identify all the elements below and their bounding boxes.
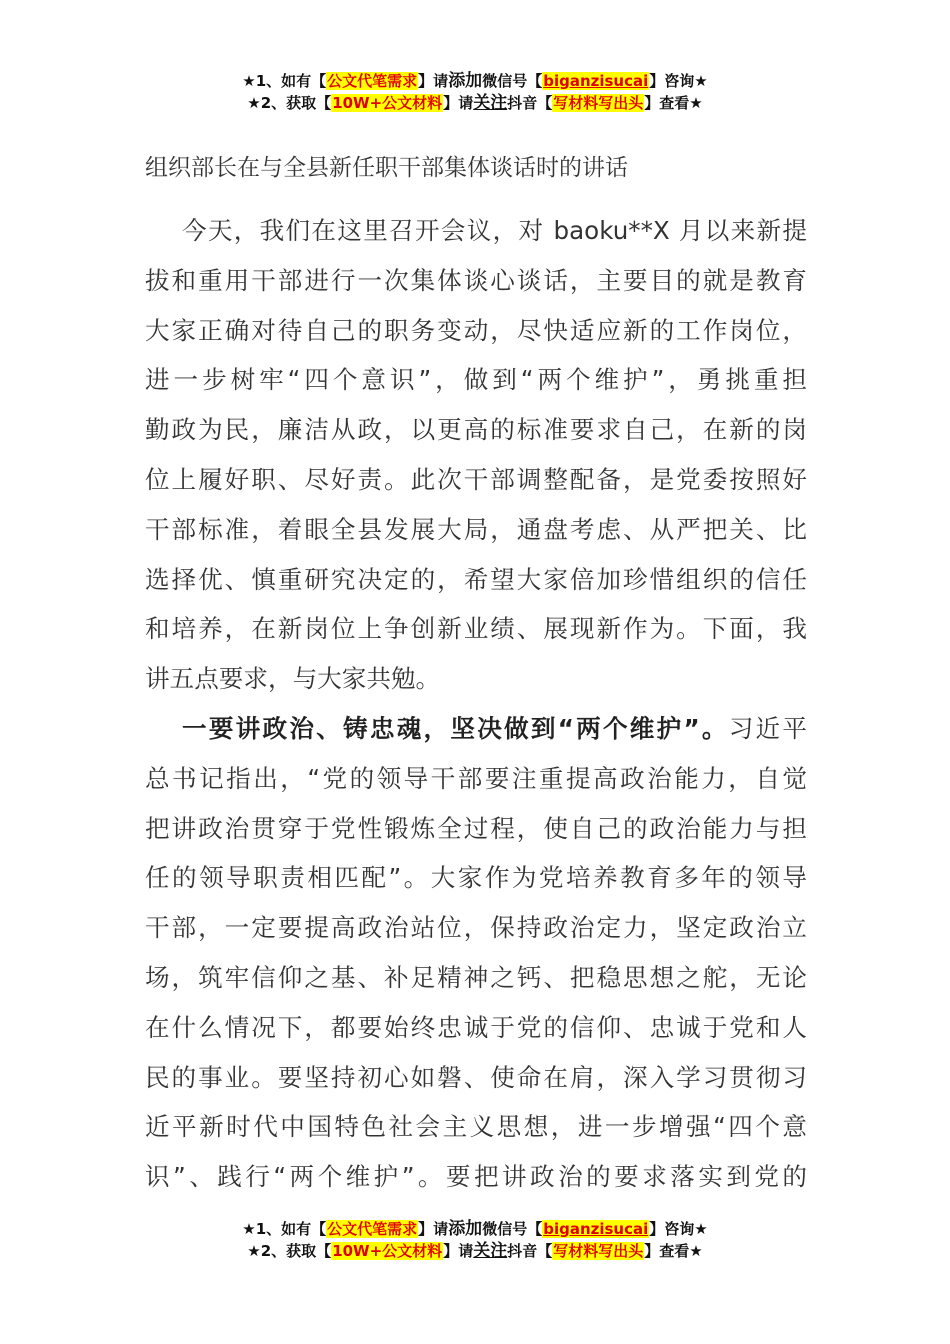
paragraph-line: 选择优、慎重研究决定的，希望大家倍加珍惜组织的信任 [145, 564, 807, 594]
paragraph-line: 进一步树牢“四个意识”，做到“两个维护”，勇挑重担 [145, 365, 807, 395]
promo-highlight-materials: 10W+公文材料 [332, 94, 443, 112]
paragraph-line: 在什么情况下，都要始终忠诚于党的信仰、忠诚于党和人 [145, 1012, 807, 1042]
promo-line-2 [0, 92, 950, 114]
promo-text: 】请 [443, 94, 474, 112]
paragraph-line: 和培养，在新岗位上争创新业绩、展现新作为。下面，我 [145, 614, 807, 644]
promo-text: 】请 [418, 72, 449, 90]
document-body [145, 206, 807, 1202]
paragraph-line: 大家正确对待自己的职务变动，尽快适应新的工作岗位， [145, 315, 807, 345]
section-heading-line [145, 704, 807, 754]
promo-douyin-account[interactable]: 写材料写出头 [553, 94, 644, 112]
promo-text: 】咨询★ [649, 72, 708, 90]
promo-text: 微信号【 [482, 72, 543, 90]
bottom-promo-banner [0, 1218, 950, 1262]
paragraph-line: 干部，一定要提高政治站位，保持政治定力，坚定政治立 [145, 913, 807, 943]
section-heading-bold: 一要讲政治、铸忠魂，坚决做到“两个维护”。 [182, 713, 729, 743]
paragraph-line: 讲五点要求，与大家共勉。 [145, 664, 441, 694]
promo-text: 微信号【 [482, 1220, 543, 1238]
document-title: 组织部长在与全县新任职干部集体谈话时的讲话 [145, 155, 628, 181]
promo-text: 抖音【 [507, 94, 553, 112]
promo-text: ★2、获取【 [247, 94, 332, 112]
promo-highlight-service: 公文代笔需求 [327, 1220, 418, 1238]
paragraph-line: 场，筑牢信仰之基、补足精神之钙、把稳思想之舵，无论 [145, 962, 807, 992]
top-promo-banner [0, 70, 950, 114]
promo-line-1 [0, 1218, 950, 1240]
promo-text: ★1、如有【 [242, 72, 327, 90]
paragraph-text: 习近平 [728, 713, 807, 743]
paragraph-line: 拔和重用干部进行一次集体谈心谈话，主要目的就是教育 [145, 265, 807, 295]
paragraph-line: 识”、践行“两个维护”。要把讲政治的要求落实到党的 [145, 1162, 807, 1192]
promo-text: ★2、获取【 [247, 1242, 332, 1260]
paragraph-line: 位上履好职、尽好责。此次干部调整配备，是党委按照好 [145, 464, 807, 494]
paragraph-line: 民的事业。要坚持初心如磐、使命在肩，深入学习贯彻习 [145, 1062, 807, 1092]
paragraph-line: 把讲政治贯穿于党性锻炼全过程，使自己的政治能力与担 [145, 813, 807, 843]
promo-emphasis: 关注 [473, 1241, 508, 1261]
promo-text: 】请 [418, 1220, 449, 1238]
promo-text: 】咨询★ [649, 1220, 708, 1238]
promo-douyin-account[interactable]: 写材料写出头 [553, 1242, 644, 1260]
paragraph-line: 任的领导职责相匹配”。大家作为党培养教育多年的领导 [145, 863, 807, 893]
promo-text: 】查看★ [644, 94, 703, 112]
promo-text: 】查看★ [644, 1242, 703, 1260]
promo-line-2 [0, 1240, 950, 1262]
paragraph-line: 勤政为民，廉洁从政，以更高的标准要求自己，在新的岗 [145, 415, 807, 445]
paragraph-line: 干部标准，着眼全县发展大局，通盘考虑、从严把关、比 [145, 514, 807, 544]
paragraph-line: 总书记指出，“党的领导干部要注重提高政治能力，自觉 [145, 763, 807, 793]
promo-emphasis: 关注 [473, 93, 508, 113]
promo-text: 抖音【 [507, 1242, 553, 1260]
paragraph-line: 近平新时代中国特色社会主义思想，进一步增强“四个意 [145, 1112, 807, 1142]
promo-wechat-id[interactable]: biganzisucai [543, 72, 649, 90]
promo-text: 】请 [443, 1242, 474, 1260]
promo-wechat-id[interactable]: biganzisucai [543, 1220, 649, 1238]
promo-text: ★1、如有【 [242, 1220, 327, 1238]
paragraph-line: 今天，我们在这里召开会议，对 baoku**X 月以来新提 [182, 216, 807, 245]
promo-highlight-service: 公文代笔需求 [327, 72, 418, 90]
promo-highlight-materials: 10W+公文材料 [332, 1242, 443, 1260]
promo-emphasis: 添加 [448, 71, 483, 91]
promo-emphasis: 添加 [448, 1219, 483, 1239]
promo-line-1 [0, 70, 950, 92]
